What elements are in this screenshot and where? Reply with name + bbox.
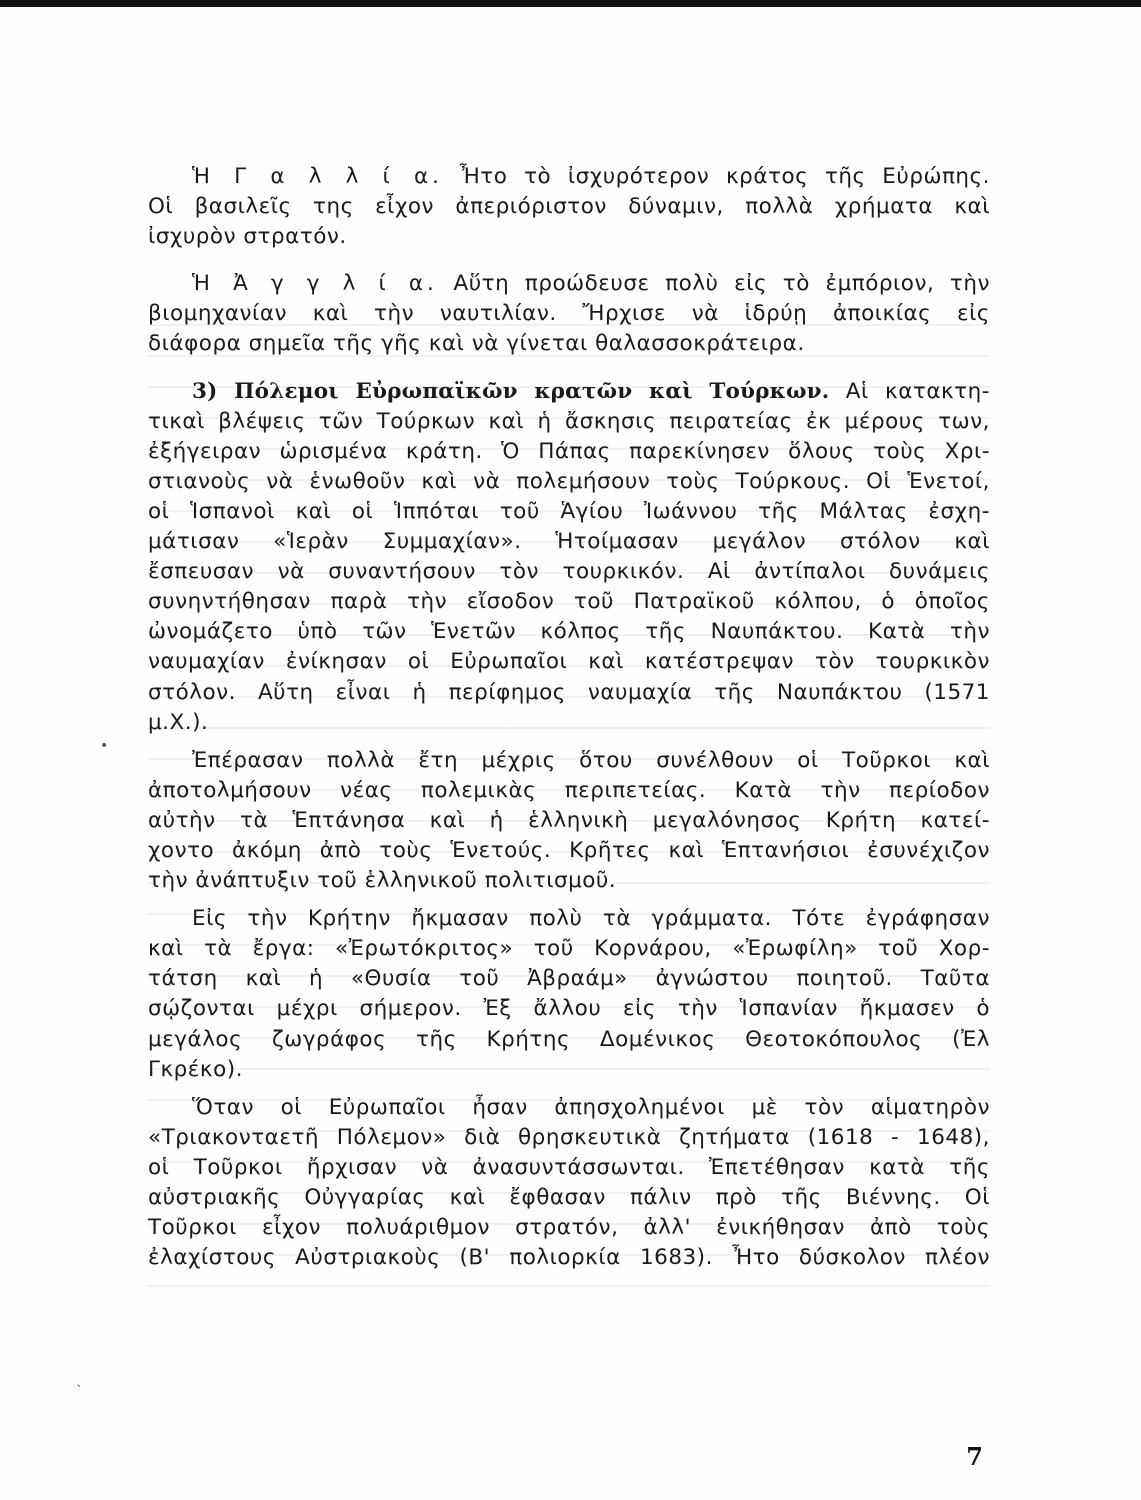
- section-heading: 3) Πόλεμοι Εὐρωπαϊκῶν κρατῶν καὶ Τούρκων.: [192, 378, 830, 404]
- text-line: τάτση καὶ ἡ «Θυσία τοῦ Ἀβραάμ» ἀγνώστου ποιητοῦ. Ταῦτα: [148, 966, 990, 992]
- text-line: τικαὶ βλέψεις τῶν Τούρκων καὶ ἡ ἄσκησις πειρατείας ἐκ μέρους των,: [148, 408, 990, 434]
- text-line: ὠνομάζετο ὑπὸ τῶν Ἑνετῶν κόλπος τῆς Ναυπάκτου. Κατὰ τὴν: [148, 619, 990, 645]
- margin-speck: ˋ: [76, 1384, 83, 1400]
- text-line: «Τριακονταετῆ Πόλεμον» διὰ θρησκευτικὰ ζητήματα (1618 - 1648),: [148, 1124, 990, 1150]
- text-line: ἐλαχίστους Αὐστριακοὺς (Β' πολιορκία 1683). Ἦτο δύσκολον πλέον: [148, 1245, 990, 1271]
- text-line: βιομηχανίαν καὶ τὴν ναυτιλίαν. Ἤρχισε νὰ ἱδρύῃ ἀποικίας εἰς: [148, 301, 990, 327]
- text-line: Οἱ βασιλεῖς της εἶχον ἀπεριόριστον δύναμιν, πολλὰ χρήματα καὶ: [148, 194, 990, 220]
- text-line: ἔσπευσαν νὰ συναντήσουν τὸν τουρκικόν. Αἱ ἀντίπαλοι δυνάμεις: [148, 559, 990, 585]
- paragraph-gallia: [148, 162, 990, 252]
- text-line: μεγάλος ζωγράφος τῆς Κρήτης Δομένικος Θεοτοκόπουλος (Ἐλ: [148, 1026, 990, 1052]
- text-line: αὐστριακῆς Οὐγγαρίας καὶ ἔφθασαν πάλιν πρὸ τῆς Βιέννης. Οἱ: [148, 1185, 990, 1210]
- page-text: [148, 162, 990, 1273]
- text-line: οἱ Ἱσπανοὶ καὶ οἱ Ἱππόται τοῦ Ἁγίου Ἰωάννου τῆς Μάλτας ἐσχη-: [148, 498, 990, 524]
- page-number: 7: [966, 1442, 983, 1471]
- country-label: Ἡ Γ α λ λ ί α.: [192, 164, 444, 189]
- text-line: στόλον. Αὕτη εἶναι ἡ περίφημος ναυμαχία τῆς Ναυπάκτου (1571: [148, 679, 990, 705]
- text-line: μάτισαν «Ἱερὰν Συμμαχίαν». Ἡτοίμασαν μεγάλον στόλον καὶ: [148, 529, 990, 555]
- paragraph-wars: [148, 377, 990, 738]
- text-line: [148, 377, 990, 407]
- text-line: Ὅταν οἱ Εὐρωπαῖοι ἦσαν ἀπησχολημένοι μὲ τὸν αἱματηρὸν: [192, 1094, 990, 1120]
- text-line: οἱ Τοῦρκοι ἤρχισαν νὰ ἀνασυντάσσωνται. Ἐπετέθησαν κατὰ τῆς: [148, 1154, 990, 1180]
- text-line: στιανοὺς νὰ ἑνωθοῦν καὶ νὰ πολεμήσουν τοὺς Τούρκους. Οἱ Ἑνετοί,: [148, 468, 990, 494]
- page-top-edge: [0, 0, 1141, 7]
- text-line: ἰσχυρὸν στρατόν.: [148, 224, 347, 250]
- text-line: καὶ τὰ ἔργα: «Ἐρωτόκριτος» τοῦ Κορνάρου, «Ἐρωφίλη» τοῦ Χορ-: [148, 936, 990, 962]
- text-line: Ἐπέρασαν πολλὰ ἔτη μέχρις ὅτου συνέλθουν οἱ Τοῦρκοι καὶ: [192, 747, 990, 773]
- country-label: Ἡ Ἀ γ γ λ ί α.: [192, 271, 438, 297]
- text-line: Τοῦρκοι εἶχον πολυάριθμον στρατόν, ἀλλ' ἐνικήθησαν ἀπὸ τοὺς: [148, 1215, 990, 1241]
- text-line: αὐτὴν τὰ Ἑπτάνησα καὶ ἡ ἑλληνικὴ μεγαλόνησος Κρήτη κατεί-: [148, 807, 990, 833]
- text-line: μ.Χ.).: [148, 709, 209, 735]
- paragraph-anglia: [148, 269, 990, 359]
- text-line: ναυμαχίαν ἐνίκησαν οἱ Εὐρωπαῖοι καὶ κατέστρεψαν τὸν τουρκικὸν: [148, 649, 990, 675]
- text-line: σῴζονται μέχρι σήμερον. Ἐξ ἄλλου εἰς τὴν Ἱσπανίαν ἤκμασεν ὁ: [148, 996, 990, 1022]
- text-run: Αὕτη προώδευσε πολὺ εἰς τὸ ἐμπόριον, τὴν: [453, 271, 990, 297]
- paragraph-letters: [148, 904, 990, 1085]
- margin-speck: •: [100, 738, 109, 754]
- paragraph-crete: [148, 746, 990, 896]
- text-line: ἀποτολμήσουν νέας πολεμικὰς περιπετείας. Κατὰ τὴν περίοδον: [148, 777, 990, 803]
- paragraph-vienna: [148, 1093, 990, 1274]
- text-line: [148, 269, 990, 299]
- text-line: χοντο ἀκόμη ἀπὸ τοὺς Ἑνετούς. Κρῆτες καὶ Ἑπτανήσιοι ἐσυνέχιζον: [148, 837, 990, 863]
- text-line: διάφορα σημεῖα τῆς γῆς καὶ νὰ γίνεται θαλασσοκράτειρα.: [148, 331, 805, 357]
- text-line: [148, 162, 990, 192]
- text-line: Γκρέκο).: [148, 1056, 243, 1082]
- text-run: Αἱ κατακτη-: [845, 378, 990, 404]
- text-line: Εἰς τὴν Κρήτην ἤκμασαν πολὺ τὰ γράμματα. Τότε ἐγράφησαν: [192, 906, 990, 932]
- text-line: συνηντήθησαν παρὰ τὴν εἴσοδον τοῦ Πατραϊκοῦ κόλπου, ὁ ὁποῖος: [148, 589, 990, 615]
- text-run: Ἦτο τὸ ἰσχυρότερον κράτος τῆς Εὐρώπης.: [459, 164, 990, 189]
- text-line: τὴν ἀνάπτυξιν τοῦ ἑλληνικοῦ πολιτισμοῦ.: [148, 868, 617, 894]
- text-line: ἐξήγειραν ὡρισμένα κράτη. Ὁ Πάπας παρεκίνησεν ὅλους τοὺς Χρι-: [148, 438, 990, 464]
